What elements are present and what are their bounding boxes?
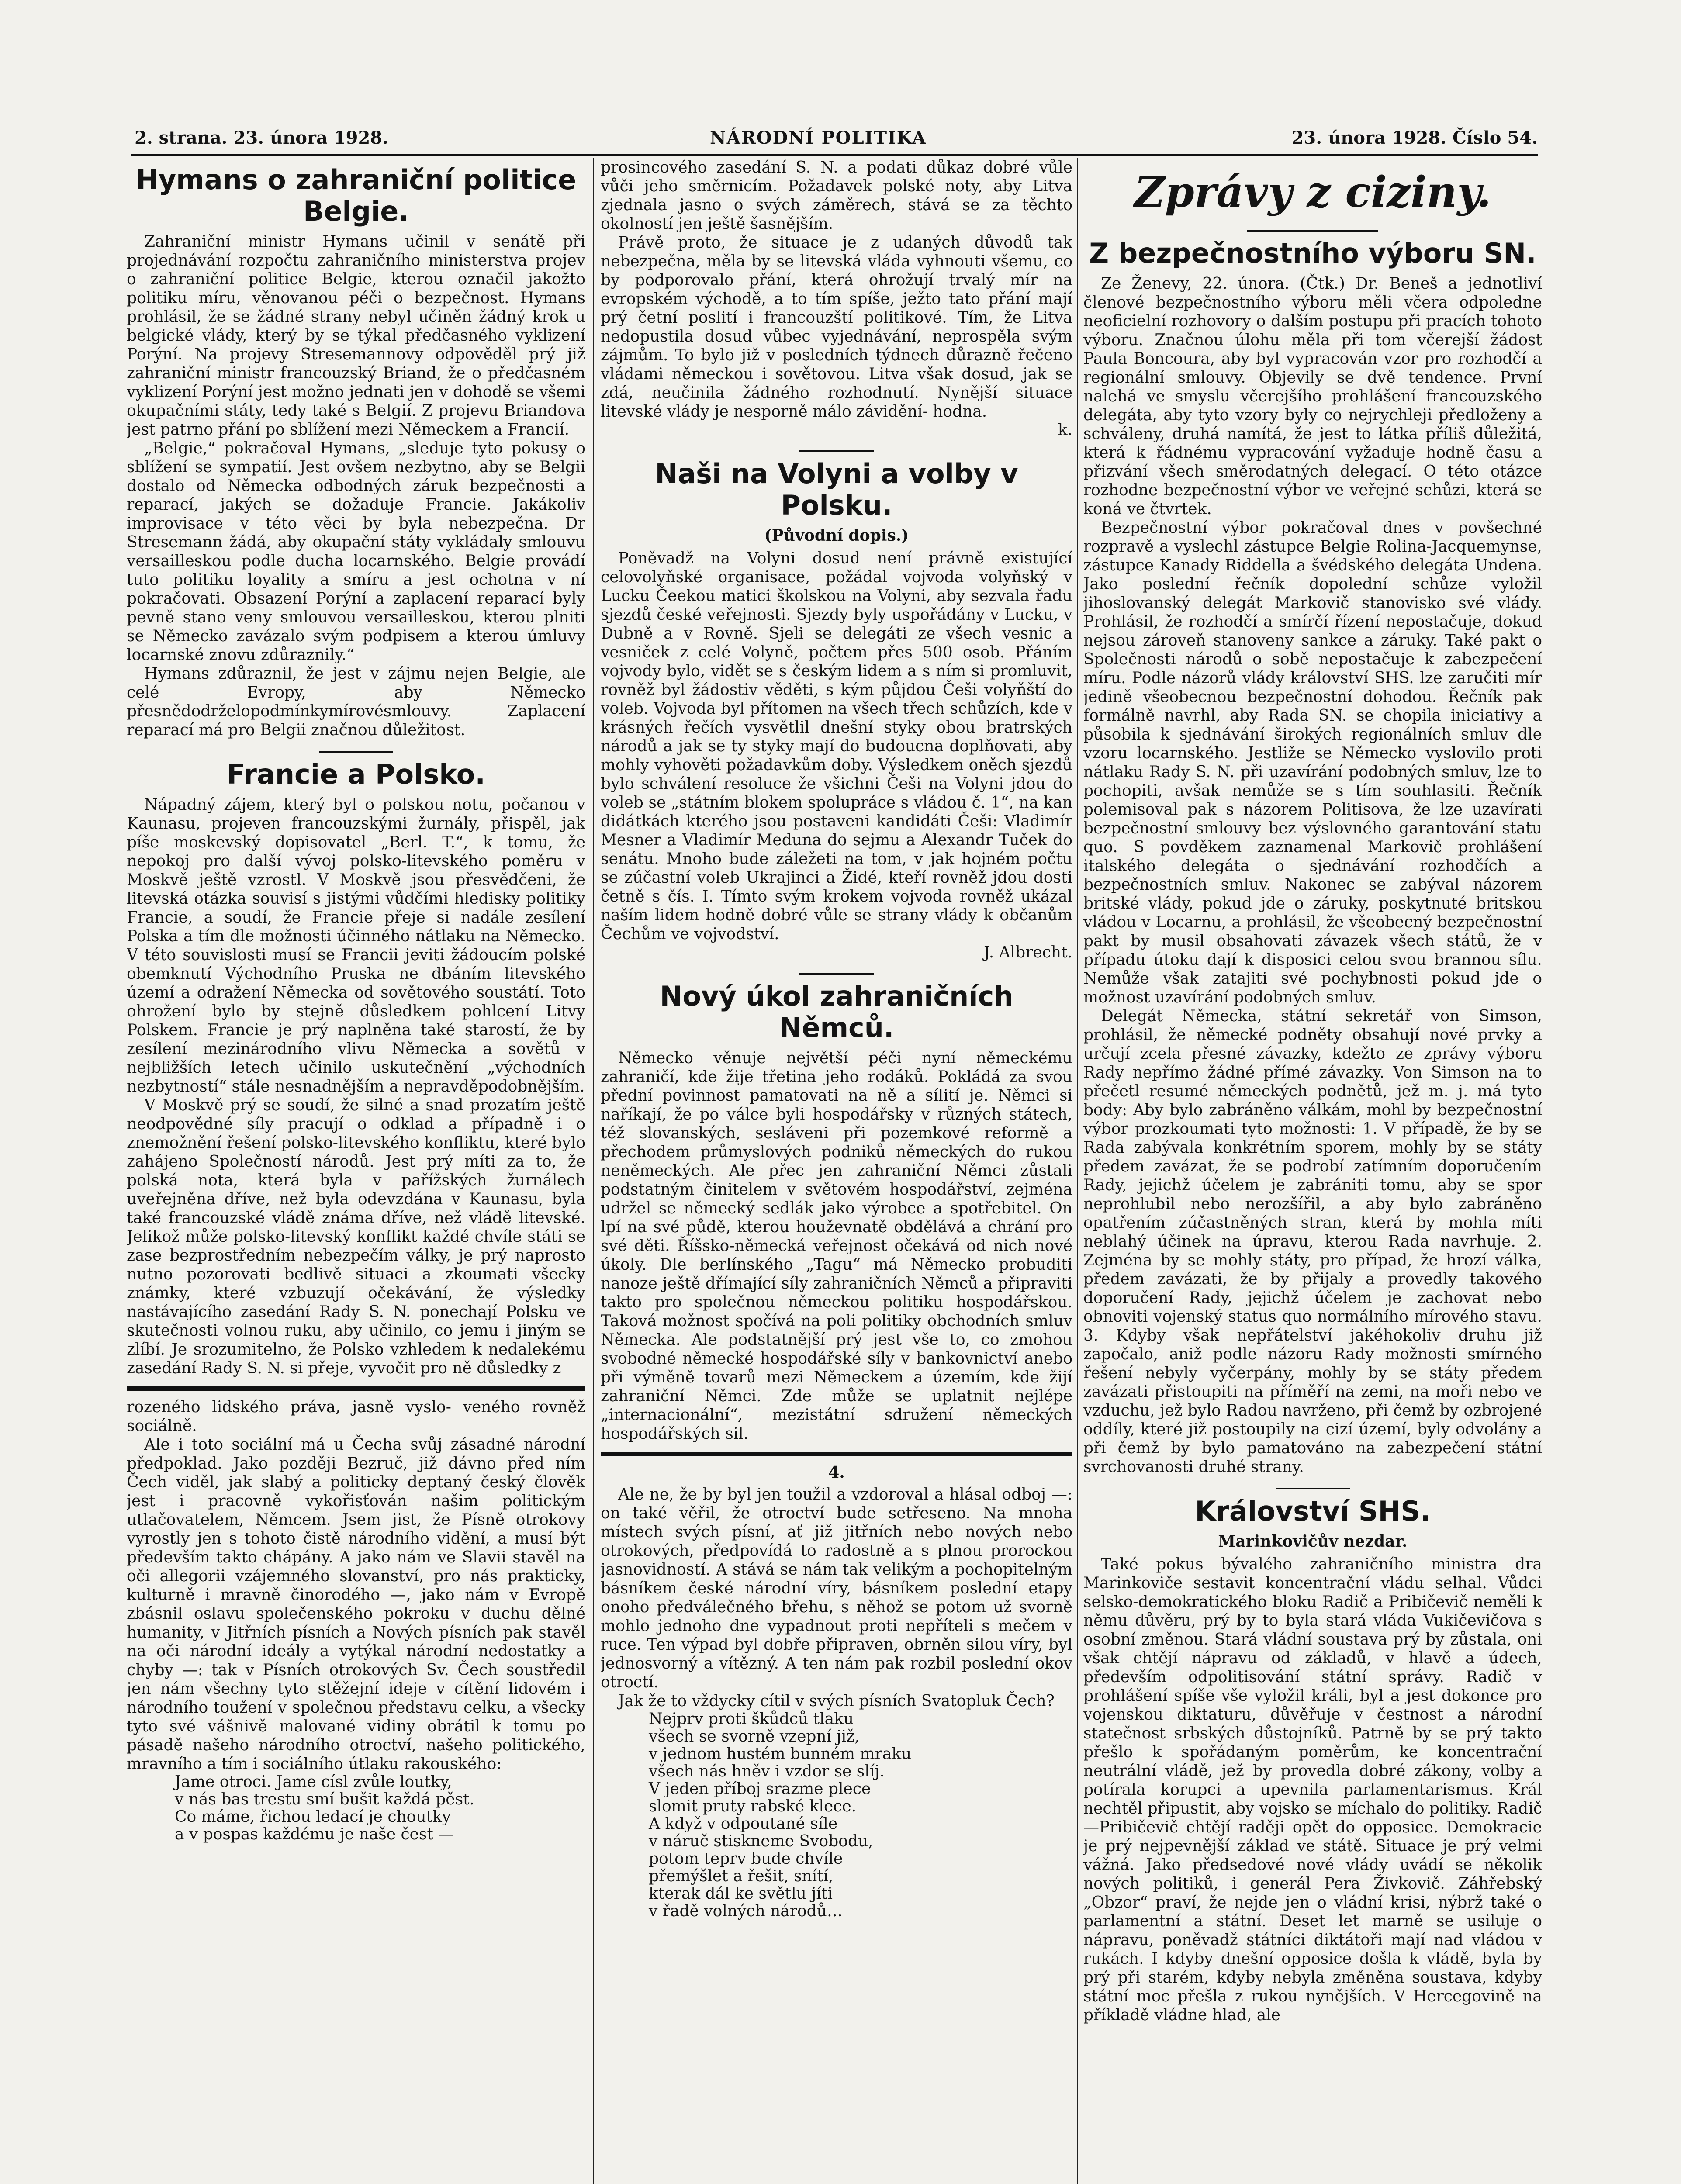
article-paragraph: Německo věnuje největší péči nyní německému zahraničí, kde žije třetina jeho rodáků. Pokládá za svou přední povinnost pamatovati na ně a sílití je. Němci si naříkají, že po válce byli hospodářsky v různých státech, též slovanských, sesláveni při pozemkové reformě a přechodem průmyslových podniků německých do rukou neněmeckých. Ale přec jen zahraniční Němci zůstali podstatným činitelem v světovém hospodářství, zejména udržel se německý sedlák jako výrobce a spotřebitel. On lpí na své půdě, kterou houževnatě obdělává a chrání pro své děti. Říšsko-německá veřejnost očekává od nich nové úkoly. Dle berlínského „Tagu“ má Německo probuditi nanoze ještě dřímající síly zahraničních Němců a připraviti takto pro společnou německou politiku hospodářskou. Taková možnost spočívá na poli politiky obchodních smluv Německa. Ale podstatnější prý jest vše to, co zmohou svobodné německé hospodářské síly v bankovnictví anebo při výměně tovarů mezi Německem a územím, kde žijí zahraniční Němci. Zde může se uplatnit nejlépe „internacionální“, mezistátní sdružení německých hospodářských sil. (601, 1049, 1072, 1443)
section-number: 4. (828, 1463, 845, 1482)
article-paragraph: V Moskvě prý se soudí, že silné a snad prozatím ještě neodpovědné síly pracují o odklad a případně i o znemožnění řešení polsko-litevského konfliktu, které bylo zahájeno Společností národů. Jest prý míti za to, že polská nota, která byla v pařížských žurnálech uveřejněna dříve, než byla odevzdána v Kaunasu, byla také francouzské vládě známa dříve, než vládě litevské. Jelikož může polsko-litevský konflikt každé chvíle státi se zase bezprostředním nebezpečím války, je prý naprosto nutno pozorovati bedlivě situaci a zkoumati všecky známky, které vzbuzují očekávání, že výsledky nastávajícího zasedání Rady S. N. ponechají Polsku ve skutečnosti volnou ruku, aby učinilo, co jemu i jiným se zlíbí. Je srozumitelno, že Polsko vzhledem k nedalekému zasedání Rady S. N. si přeje, vyvočit pro ně důsledky z (127, 1096, 585, 1377)
article-divider (799, 973, 874, 975)
article-paragraph: Ze Ženevy, 22. února. (Čtk.) Dr. Beneš a jednotliví členové bezpečnostního výboru měli včera odpoledne neoficielní rozhovory o dalším postupu při pracích tohoto výboru. Značnou úlohu měla při tom včerejší žádost Paula Boncoura, aby byl vypracován vzor pro rozhodčí a regionální smlouvy. Objevily se dvě tendence. První nalehá ve smyslu včerejšího prohlášení francouzského delegáta, aby tyto vzory byly co nejrychleji předloženy a schváleny, druhá namítá, že jest to látka příliš důležitá, která k řádnému vypracování vyžaduje hodně času a přizvání všech směrodatných delegací. O této otázce rozhodne bezpečnostní výbor ve veřejné schůzi, která se koná ve čtvrtek. (1083, 275, 1542, 518)
poem-line: všech nás hněv i vzdor se slíj. (649, 1762, 885, 1780)
article-paragraph: Také pokus bývalého zahraničního ministra dra Marinkoviče sestavit koncentrační vládu selhal. Vůdci selsko-demokratického bloku Radič a Pribičevič neměli k němu důvěru, prý by to byla stará vláda Vukičevičova s osobní změnou. Stará vládní soustava prý by zůstala, oni však chtějí nápravu od základů, v hlavě a údech, především odpolitisování státní správy. Radič v prohlášení spíše vše vyložil králi, byl a jest dokonce pro vojenskou diktaturu, důvěřuje v čestnost a národní statečnost srbských důstojníků. Patrně by se prý takto přešlo k spořádaným poměrům, ke koncentrační neutrální vládě, jež by provedla dobré zákony, volby a potírala korupci a upevnila parlamentarismus. Král nechtěl připustit, aby vojsko se míchalo do politiky. Radič—Pribičevič chtějí raději opět do opposice. Demokracie je prý nejpevnější základ ve státě. Situace je prý velmi vážná. Jako předsedové nové vlády uvádí se několik nových politiků, i generál Pera Živkovič. Záhřebský „Obzor“ praví, že nejde jen o vládní krisi, nýbrž také o parlamentní a státní. Deset let marně se usiluje o nápravu, poněvadž státníci diktátoři mají nad vládou v rukách. I kdyby dnešní opposice došla k vládě, byla by prý při starém, kdyby nebyla změněna soustava, kdyby státní moc přešla z rukou nynějších. V Hercegovině na příkladě vládne hlad, ale (1083, 1555, 1542, 2024)
section-masthead: Zprávy z ciziny. (1134, 167, 1491, 217)
poem-line: Nejprv proti škůdců tlaku (649, 1710, 854, 1728)
poem-line: v jednom hustém bunném mraku (649, 1745, 912, 1763)
poem-line: přemýšlet a řešit, snítí, (649, 1867, 834, 1885)
article-subtitle: (Původní dopis.) (764, 526, 909, 545)
poem-line: v náruč stiskneme Svobodu, (649, 1832, 873, 1850)
poem-line: slomit pruty rabské klece. (649, 1797, 857, 1815)
page-header (131, 128, 1538, 156)
poem-line: Jame otroci. Jame císl zvůle loutky, (175, 1773, 452, 1791)
poem-line: v řadě volných národů… (649, 1902, 843, 1920)
article-title: Naši na Volyni a volby v Polsku. (655, 458, 1018, 521)
column-3 (1083, 158, 1542, 2184)
article-title: Hymans o zahraniční politice Belgie. (135, 164, 577, 227)
article-signature: J. Albrecht. (984, 943, 1072, 961)
article-signature: k. (1058, 421, 1072, 439)
header-newspaper-name: NÁRODNÍ POLITIKA (710, 128, 927, 148)
poem-line: kterak dál ke světlu jíti (649, 1885, 833, 1903)
article-divider (319, 751, 393, 753)
article-paragraph: Hymans zdůraznil, že jest v zájmu nejen Belgie, ale celé Evropy, aby Německo přesnědodrželopodmínkymírovésmlouvy. Zaplacení reparací má pro Belgii značnou důležitost. (127, 665, 585, 739)
article-paragraph: prosincového zasedání S. N. a podati důkaz dobré vůle vůči jeho směrnicím. Požadavek polské noty, aby Litva zjednala jasno o svých záměrech, stává se za těchto okolností jen ještě šasnějším. (601, 159, 1072, 233)
poem-line: všech se svorně vzepní již, (649, 1728, 860, 1745)
column-1 (127, 158, 585, 2184)
header-page-date: 2. strana. 23. února 1928. (135, 128, 389, 148)
section-divider (601, 1452, 1072, 1456)
article-paragraph: „Belgie,“ pokračoval Hymans, „sleduje tyto pokusy o sblížení se sympatií. Jest ovšem nezbytno, aby se Belgii dostalo od Německa odbodných záruk bezpečnosti a reparací, jakých se dožaduje Francie. Jakákoliv improvisace v této věci by byla nebezpečna. Dr Stresemann žádá, aby okupační státy vykládaly smlouvu versailleskou podle ducha locarnského. Belgie provádí tuto politiku loyality a smíru a jest ochotna v ní pokračovati. Obsazení Porýní a zaplacení reparací byly pevně stano veny smlouvou versailleskou, kterou plniti se Německo zavázalo svým podpisem a kterou úmluvy locarnské znovu zdůraznily.“ (127, 439, 585, 664)
section-divider (127, 1386, 585, 1391)
article-paragraph: Ale ne, že by byl jen toužil a vzdoroval a hlásal odboj —: on také věřil, že otroctví bude setřeseno. Na mnoha místech svých písní, ať již jitřních nebo nových nebo otrokových, předpovídá to radostně a s plnou prorockou jasnovidností. A stává se nám tak velikým a pochopitelným básníkem české národní víry, básníkem poslední etapy onoho předválečného břehu, s něhož se potom už svorně mohlo jednoho dne vypadnout proti nepříteli s mečem v ruce. Ten výpad byl dobře připraven, obrněn silou víry, byl jednosvorný a vítězný. A ten nám pak rozbil poslední okov otroctí. (601, 1486, 1072, 1691)
article-paragraph: Poněvadž na Volyni dosud není právně existující celovolyňské organisace, požádal vojvoda volyňský v Lucku Čeekou matici školskou na Volyni, aby sezvala řadu sjezdů české veřejnosti. Sjezdy byly uspořádány v Lucku, v Dubně a v Rovně. Sjeli se delegáti ze všech vesnic a vesniček z celé Volyně, počtem přes 500 osob. Přáním vojvody bylo, vidět se s českým lidem a s ním si promluvit, rovněž byl žádostiv věděti, s kým půjdou Češi volyňští do voleb. Vojvoda byl přítomen na všech třech schůzích, kde v krásných řečích vysvětlil dnešní styky obou bratrských národů a jak se ty styky mají do budoucna doplňovati, aby mohly vyhověti požadavkům doby. Výsledkem oněch sjezdů bylo schválení resoluce že všichni Češi na Volyni jdou do voleb se „státním blokem spolupráce s vládou č. 1“, na kan didátkách kterého jsou postaveni kandidáti Češi: Vladimír Mesner a Vladimír Meduna do sejmu a Alexandr Tuček do senátu. Mnoho bude záležeti na tom, v jak hojném počtu se zúčastní voleb Ukrajinci a Židé, kteří rovněž jdou dosti četně s čís. I. Tímto svým krokem vojvoda rovněž ukázal naším lidem hodně dobré vůle se strany vlády k občanům Čechům ve vojvodství. (601, 549, 1072, 943)
article-title: Francie a Polsko. (227, 758, 485, 790)
article-title: Nový úkol zahraničních Němců. (660, 980, 1013, 1044)
article-title: Království SHS. (1195, 1495, 1431, 1527)
header-issue-number: 23. února 1928. Číslo 54. (1291, 128, 1538, 148)
column-rule (1077, 158, 1078, 2184)
poem-line: V jeden příboj srazme plece (649, 1780, 871, 1798)
article-paragraph: rozeného lidského práva, jasně vyslo- veného rovněž sociálně. (127, 1398, 585, 1435)
article-paragraph: Bezpečnostní výbor pokračoval dnes v povšechné rozpravě a vyslechl zástupce Belgie Rolina-Jacquemynse, zástupce Kanady Riddella a švédského delegáta Undena. Jako poslední řečník dopolední schůze vyložil jihoslovanský delegát Markovič stanovisko své vlády. Prohlásil, že rozhodčí a smírčí řízení nepostačuje, dokud nejsou zároveň stanoveny sankce a záruky. Také pakt o Společnosti národů o sobě nepostačuje k zabezpečení míru. Podle názorů vlády království SHS. lze zaručiti mír jedině všeobecnou bezpečnostní dohodou. Řečník pak formálně navrhl, aby Rada SN. se chopila iniciativy a působila k sjednávání širokých regionálních smluv dle vzoru locarnského. Jestliže se Německo vyslovilo proti nátlaku Rady S. N. při uzavírání podobných smluv, lze to pochopiti, avšak nemůže se s tím souhlasiti. Řečník polemisoval pak s názorem Politisova, že lze uzavírati bezpečnostní smlouvy bez výslovného garantování statu quo. S povděkem zaznamenal Markovič prohlášení italského delegáta o sjednávání rozhodčích a bezpečnostních smluv. Nakonec se zabýval názorem britské vlády, pokud jde o záruky, poskytnuté britskou vládou v Locarnu, a prohlásil, že všeobecný bezpečnostní pakt by musil obsahovati závazek všech států, že v případu útoku dají k disposici celou svou brannou sílu. Nemůže však zatajiti své pochybnosti pokud jde o možnost uzavírání podobných smluv. (1083, 519, 1542, 1006)
poem-line: potom teprv bude chvíle (649, 1850, 843, 1868)
article-subtitle: Marinkovičův nezdar. (1218, 1532, 1408, 1551)
article-paragraph: Nápadný zájem, který byl o polskou notu, počanou v Kaunasu, projeven francouzskými žurnály, přispěl, jak píše moskevský dopisovatel „Berl. T.“, k tomu, že nepokoj pro další vývoj polsko-litevského poměru v Moskvě ještě vzrostl. V Moskvě jsou přesvědčeni, že litevská otázka souvisí s jistými vůdčími hledisky politiky Francie, a soudí, že Francie přeje si nadále zesílení Polska a tím dle možnosti účinného nátlaku na Německo. V této souvislosti musí se Francii jeviti žádoucím polské obemknutí Východního Pruska ne dbáním litevského území a odražení Německa od sovětového soustátí. Toto ohrožení bylo by stejně důsledkem pohlcení Litvy Polskem. Francie je prý naplněna také starostí, že by zesílení mezinárodního vlivu Německa a sovětů v nejbližších letech učinilo uskutečnění „východních nezbytností“ stále nesnadnějším a nepravděpodobnějším. (127, 796, 585, 1095)
article-divider (799, 450, 874, 452)
column-2 (601, 158, 1072, 2184)
poem-line: a v pospas každému je naše čest — (175, 1825, 454, 1843)
article-paragraph: Zahraniční ministr Hymans učinil v senátě při projednávání rozpočtu zahraničního ministerstva projev o zahraniční politice Belgie, kterou označil jakožto politiku míru, věnovanou péči o bezpečnost. Hymans prohlásil, že se žádné strany nebyl učiněn žádný krok u belgické vlády, který by se týkal předčasného vyklizení Porýní. Na projevy Stresemannovy odpověděl prý již zahraniční ministr francouzský Briand, že o předčasném vyklizení Porýní jest možno jednati jen v dohodě se všemi okupačními státy, tedy také s Belgií. Z projevu Briandova jest patrno přání po sblížení mezi Německem a Francií. (127, 233, 585, 439)
article-paragraph: Ale i toto sociální má u Čecha svůj zásadné národní předpoklad. Jako později Bezruč, již dávno před ním Čech viděl, jak slabý a politicky deptaný český člověk jest i pracovně vykořisťován našim politickým utlačovatelem, Němcem. Jsem jist, že Písně otrokovy vyrostly jen s tohoto čistě národního vidění, a musí být především takto chápány. A jako nám ve Slavii stavěl na oči allegorii vzájemného slovanství, pro nás prakticky, kulturně i mravně činorodého —, jako nám v Evropě zbásnil oslavu společenského pokroku v duchu dělné humanity, v Jitřních písních a Nových písních pak stavěl na oči národní ideály a vytýkal národní nedostatky a chyby —: tak v Písních otrokových Sv. Čech soustředil jen nám všechny tyto stěžejní ideje v cítění lidovém i národního toužení v společnou představu celku, a všecky tyto své vášnivě malované vidiny obrátil k tomu po pásadě našeho národního otroctví, našeho politického, mravního a tím i sociálního útlaku rakouského: (127, 1436, 585, 1773)
article-paragraph: Jak že to vždycky cítil v svých písních Svatopluk Čech? (618, 1692, 1055, 1710)
poem-line: A když v odpoutané síle (649, 1815, 838, 1833)
article-paragraph: Právě proto, že situace je z udaných důvodů tak nebezpečna, měla by se litevská vláda vyhnouti všemu, co by podporovalo přání, která ohrožují trvalý mír na evropském východě, a to tím spíše, ježto tato přání mají prý četní poslití i francouzští politikové. Tím, že Litva nedopustila dosud vůbec vyjednávání, neprospěla svým zájmům. To bylo již v posledních týdnech důrazně řečeno vládami německou i sovětovou. Litva však dosud, jak se zdá, neučinila žádného rozhodnutí. Nynější situace litevské vlády je nesporně málo závidění- hodna. (601, 234, 1072, 421)
article-divider (1276, 1488, 1350, 1489)
poem-quote (601, 1711, 1072, 1920)
column-rule (593, 158, 594, 2184)
poem-line: Co máme, řichou ledací je choutky (175, 1808, 451, 1826)
article-title: Z bezpečnostního výboru SN. (1089, 237, 1536, 269)
article-divider (1247, 230, 1378, 232)
poem-line: v nás bas trestu smí bušit každá pěst. (175, 1790, 474, 1808)
poem-quote (127, 1773, 585, 1843)
article-paragraph: Delegát Německa, státní sekretář von Simson, prohlásil, že německé podněty obsahují nové prvky a určují zcela přesné závazky, kdežto ze zprávy výboru Rady nepřímo žádné přímé závazky. Von Simson na to přečetl resumé německých podnětů, jež m. j. má tyto body: Aby bylo zabráněno válkám, mohl by bezpečnostní výbor prozkoumati tyto možnosti: 1. V případě, že by se Rada zabývala konkrétním sporem, mohly by se státy předem zavázat, že se podrobí zatímním doporučením Rady, jejichž účelem je zabrániti tomu, aby se spor neprohlubil nebo nerozšířil, a aby bylo zabráněno opatřením zúčastněných stran, která by mohla míti neblahý účinek na úpravu, kterou Rada navrhuje. 2. Zejména by se mohly státy, pro případ, že hrozí válka, předem zavázati, že by přijaly a provedly takového doporučení Rady, jejichž účelem je zachovat nebo obnoviti vojenský status quo normálního mírového stavu. 3. Kdyby však nepřátelství jakéhokoliv druhu již započalo, aniž podle názoru Rady možnosti smírného řešení nebyly vyčerpány, mohly by se státy předem zavázati přistoupiti na příměří na zemi, na moři nebo ve vzduchu, jež bylo Radou navrženo, při čemž by ozbrojené oddíly, které již postoupily na cizí území, byly odvolány a při čemž by bylo pamatováno na zabezpečení státní svrchovanosti druhé strany. (1083, 1007, 1542, 1476)
